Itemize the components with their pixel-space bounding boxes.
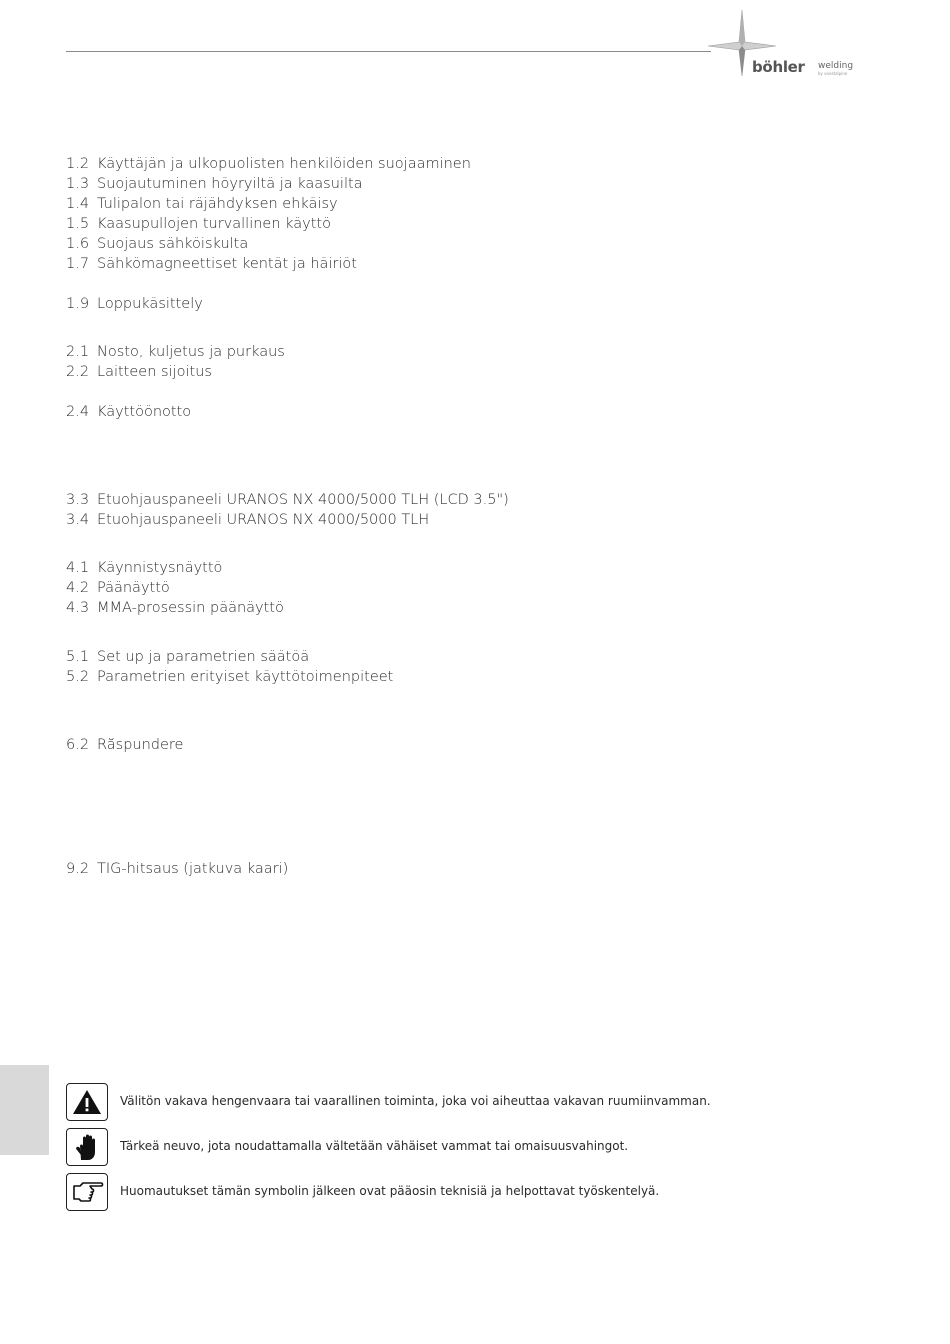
toc-title: Laitteen sijoitus: [97, 364, 212, 380]
toc-title: Sähkömagneettiset kentät ja häiriöt: [97, 256, 357, 272]
toc-entry: [66, 648, 309, 666]
toc-entry: [66, 559, 222, 577]
toc-title: Nosto, kuljetus ja purkaus: [97, 344, 285, 360]
legend-text: Tärkeä neuvo, jota noudattamalla vältetään vähäiset vammat tai omaisuusvahingot.: [120, 1139, 629, 1153]
toc-entry: [66, 215, 331, 233]
toc-number: 6.2: [66, 737, 90, 753]
toc-number: 2.4: [66, 404, 90, 420]
toc-number: 1.2: [66, 156, 90, 172]
toc-number: 3.3: [66, 492, 90, 508]
toc-number: 4.2: [66, 580, 90, 596]
toc-entry: [66, 295, 203, 313]
toc-entry: [66, 860, 288, 878]
toc-entry: [66, 155, 471, 173]
toc-number: 9.2: [66, 861, 90, 877]
toc-title: Parametrien erityiset käyttötoimenpiteet: [97, 669, 394, 685]
toc-entry: [66, 491, 509, 509]
logo-tagline: by voestalpine: [818, 71, 848, 76]
toc-title: Tulipalon tai räjähdyksen ehkäisy: [97, 196, 338, 212]
logo-brand-text: böhler: [752, 58, 805, 76]
toc-title: Suojaus sähköiskulta: [97, 236, 249, 252]
toc-title: Käyttöönotto: [97, 404, 192, 420]
toc-entry: [66, 255, 357, 273]
toc-entry: [66, 736, 183, 754]
side-tab: [0, 1065, 49, 1155]
toc-number: 1.4: [66, 196, 90, 212]
toc-number: 4.3: [66, 600, 90, 616]
toc-title: Käynnistysnäyttö: [97, 560, 223, 576]
toc-title: MMA-prosessin päänäyttö: [97, 600, 284, 616]
legend-text: Välitön vakava hengenvaara tai vaarallinen toiminta, joka voi aiheuttaa vakavan ruumiinvamman.: [120, 1094, 711, 1108]
toc-title: Kaasupullojen turvallinen käyttö: [97, 216, 331, 232]
toc-number: 4.1: [66, 560, 90, 576]
toc-entry: [66, 668, 393, 686]
toc-entry: [66, 363, 212, 381]
toc-number: 1.9: [66, 296, 90, 312]
toc-title: Päänäyttö: [97, 580, 170, 596]
toc-title: Etuohjauspaneeli URANOS NX 4000/5000 TLH (LCD 3.5"): [97, 492, 509, 508]
toc-entry: [66, 235, 248, 253]
toc-entry: [66, 511, 429, 529]
header-rule: [66, 51, 711, 52]
toc-number: 5.1: [66, 649, 90, 665]
pointing-hand-icon: [66, 1173, 108, 1211]
toc-entry: [66, 579, 170, 597]
toc-title: Käyttäjän ja ulkopuolisten henkilöiden suojaaminen: [97, 156, 471, 172]
toc-title: TIG-hitsaus (jatkuva kaari): [97, 861, 289, 877]
toc-number: 1.5: [66, 216, 90, 232]
toc-number: 2.2: [66, 364, 90, 380]
toc-entry: [66, 403, 191, 421]
toc-entry: [66, 175, 363, 193]
toc-title: Loppukäsittely: [97, 296, 203, 312]
toc-title: Set up ja parametrien säätöä: [97, 649, 310, 665]
toc-title: Suojautuminen höyryiltä ja kaasuilta: [97, 176, 363, 192]
stop-hand-icon: [66, 1128, 108, 1166]
toc-entry: [66, 195, 338, 213]
toc-number: 1.6: [66, 236, 90, 252]
logo-brand-suffix: welding: [818, 61, 854, 71]
toc-number: 2.1: [66, 344, 90, 360]
toc-title: Etuohjauspaneeli URANOS NX 4000/5000 TLH: [97, 512, 430, 528]
warning-triangle-icon: [66, 1083, 108, 1121]
toc-number: 1.3: [66, 176, 90, 192]
toc-number: 3.4: [66, 512, 90, 528]
legend-text: Huomautukset tämän symbolin jälkeen ovat pääosin teknisiä ja helpottavat työskentelyä.: [120, 1184, 660, 1198]
toc-entry: [66, 343, 285, 361]
brand-logo: [706, 8, 866, 78]
toc-entry: [66, 599, 284, 617]
toc-number: 1.7: [66, 256, 90, 272]
toc-title: Răspundere: [97, 737, 184, 753]
toc-number: 5.2: [66, 669, 90, 685]
